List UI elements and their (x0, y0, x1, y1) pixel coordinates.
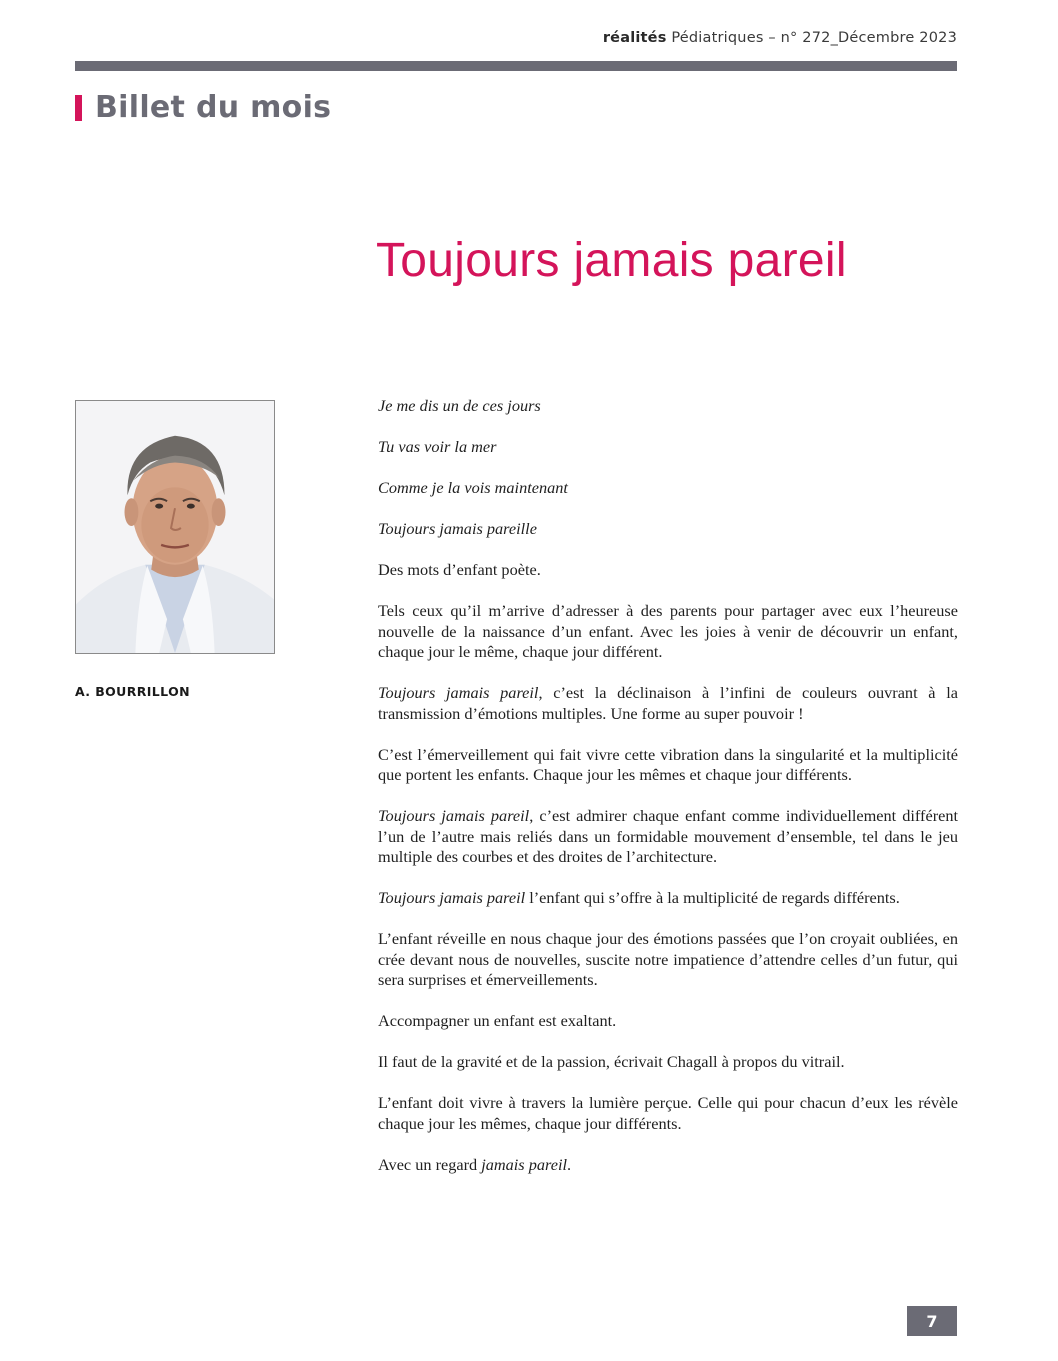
section-title: Billet du mois (95, 90, 332, 125)
section-heading (75, 90, 331, 125)
paragraph: Des mots d’enfant poète. (378, 560, 541, 579)
emphasis: jamais pareil (481, 1154, 567, 1174)
running-header (603, 30, 957, 46)
poem-line-text: Comme je la vois maintenant (378, 478, 568, 497)
paragraph: L’enfant doit vivre à travers la lumière perçue. Celle qui pour chacun d’eux les révèle chaque jour les mêmes, chaque jour différents. (378, 1093, 958, 1133)
paragraph-text: . (567, 1154, 572, 1174)
page-number: 7 (907, 1306, 957, 1336)
paragraph (378, 806, 958, 868)
article-body (378, 396, 958, 1196)
emphasis: Toujours jamais pareil (378, 888, 526, 907)
emphasis: Toujours jamais pareil (378, 806, 530, 825)
poem-line (378, 396, 958, 417)
paragraph (378, 683, 958, 724)
poem-line-text: Je me dis un de ces jours (378, 396, 541, 415)
paragraph: Tels ceux qu’il m’arrive d’adresser à des parents pour partager avec eux l’heureuse nouvelle de la naissance d’un enfant. Avec les joies à venir de découvrir un enfant, chaque jour le même, chaque jour différent. (378, 601, 958, 661)
paragraph: L’enfant réveille en nous chaque jour des émotions passées que l’on croyait oubliées, en crée devant nous de nouvelles, suscite notre impatience d’attendre celles d’un futur, qui sera surprises et émerveillements. (378, 929, 958, 989)
journal-issue: Pédiatriques – n° 272_Décembre 2023 (671, 30, 957, 46)
poem-line-text: Toujours jamais pareille (378, 519, 537, 538)
header-divider-bar (75, 61, 957, 71)
journal-brand: réalités (602, 30, 667, 46)
paragraph: C’est l’émerveillement qui fait vivre cette vibration dans la singularité et la multiplicité que portent les enfants. Chaque jour les mêmes et chaque jour différents. (378, 744, 958, 784)
paragraph-text: l’enfant qui s’offre à la multiplicité de regards différents. (525, 888, 900, 907)
paragraph: Il faut de la gravité et de la passion, écrivait Chagall à propos du vitrail. (378, 1052, 845, 1071)
paragraph (378, 888, 958, 909)
paragraph-text: , c’est admirer chaque enfant comme individuellement différent l’un de l’autre mais reliés dans un formidable mouvement d’ensemble, tel dans le jeu multiple des courbes et des droites de l’architecture. (378, 806, 959, 866)
paragraph (378, 1155, 958, 1176)
poem-line-text: Tu vas voir la mer (378, 437, 497, 456)
poem-line (378, 437, 958, 458)
section-marker (75, 95, 82, 121)
paragraph-text: , c’est la déclinaison à l’infini de couleurs ouvrant à la transmission d’émotions multiples. Une forme au super pouvoir ! (378, 683, 958, 723)
paragraph: Accompagner un enfant est exaltant. (378, 1011, 617, 1030)
author-name: A. BOURRILLON (75, 684, 190, 699)
author-portrait-icon (76, 401, 274, 653)
poem-line (378, 478, 958, 499)
paragraph-text: Avec un regard (378, 1154, 482, 1174)
poem-line (378, 519, 958, 540)
emphasis: Toujours jamais pareil (378, 683, 539, 702)
article-title: Toujours jamais pareil (376, 234, 847, 287)
author-photo (75, 400, 275, 654)
